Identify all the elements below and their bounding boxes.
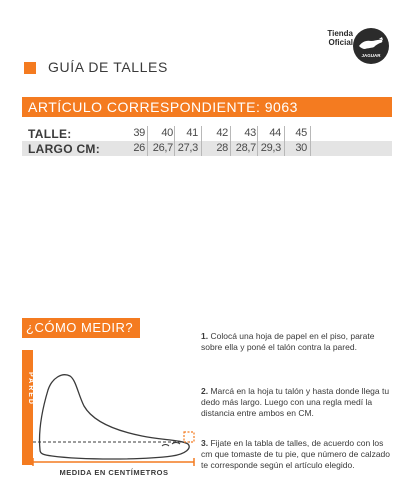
column-divider <box>147 126 148 156</box>
instruction-step-3: 3. Fijate en la tabla de talles, de acuerdo con los cm que tomaste de tu pie, que número de calzado te corresponde según el artículo elegido. <box>201 438 391 470</box>
how-to-measure-banner <box>22 318 140 338</box>
page-title: GUÍA DE TALLES <box>48 59 168 75</box>
column-divider <box>174 126 175 156</box>
row-header-length: LARGO CM: <box>28 142 101 156</box>
table-cell: 41 <box>186 127 198 139</box>
table-cell: 26,7 <box>152 142 173 154</box>
wall-bar <box>22 350 33 465</box>
toe-detail <box>162 445 169 447</box>
column-divider <box>310 126 311 156</box>
article-banner <box>22 97 392 117</box>
column-divider <box>284 126 285 156</box>
table-cell: 26 <box>133 142 145 154</box>
column-divider <box>201 126 202 156</box>
wall-label: PARED <box>27 372 34 406</box>
table-cell: 43 <box>244 127 256 139</box>
table-cell: 29,3 <box>260 142 281 154</box>
how-to-measure-title: ¿CÓMO MEDIR? <box>26 320 134 335</box>
column-divider <box>257 126 258 156</box>
table-cell: 39 <box>133 127 145 139</box>
table-cell: 28,7 <box>235 142 256 154</box>
row-header-size: TALLE: <box>28 127 72 141</box>
table-cell: 27,3 <box>177 142 198 154</box>
toe-detail <box>172 443 180 445</box>
table-cell: 42 <box>216 127 228 139</box>
table-cell: 40 <box>161 127 173 139</box>
orange-square-icon <box>24 62 36 74</box>
article-label: ARTÍCULO CORRESPONDIENTE: 9063 <box>28 99 298 115</box>
jaguar-logo-text: JAGUAR <box>361 53 381 58</box>
instruction-step-2: 2. Marcá en la hoja tu talón y hasta donde llega tu dedo más largo. Luego con una regla medí la distancia entre ambos en CM. <box>201 386 390 418</box>
table-row-size <box>22 126 392 141</box>
official-store-badge <box>311 27 391 67</box>
instruction-step-1: 1. Colocá una hoja de papel en el piso, parate sobre ella y poné el talón contra la pared. <box>201 331 375 352</box>
table-row-length <box>22 141 392 156</box>
size-table <box>22 126 392 156</box>
table-cell: 44 <box>269 127 281 139</box>
table-cell: 28 <box>216 142 228 154</box>
foot-diagram <box>22 350 202 480</box>
jaguar-logo <box>352 27 390 65</box>
table-cell: 45 <box>295 127 307 139</box>
official-store-label: Tienda Oficial <box>327 29 353 47</box>
table-cell: 30 <box>295 142 307 154</box>
foot-outline <box>39 375 189 459</box>
column-divider <box>230 126 231 156</box>
measure-label: MEDIDA EN CENTÍMETROS <box>59 468 169 477</box>
page-header <box>0 0 411 100</box>
toe-mark <box>184 432 194 442</box>
